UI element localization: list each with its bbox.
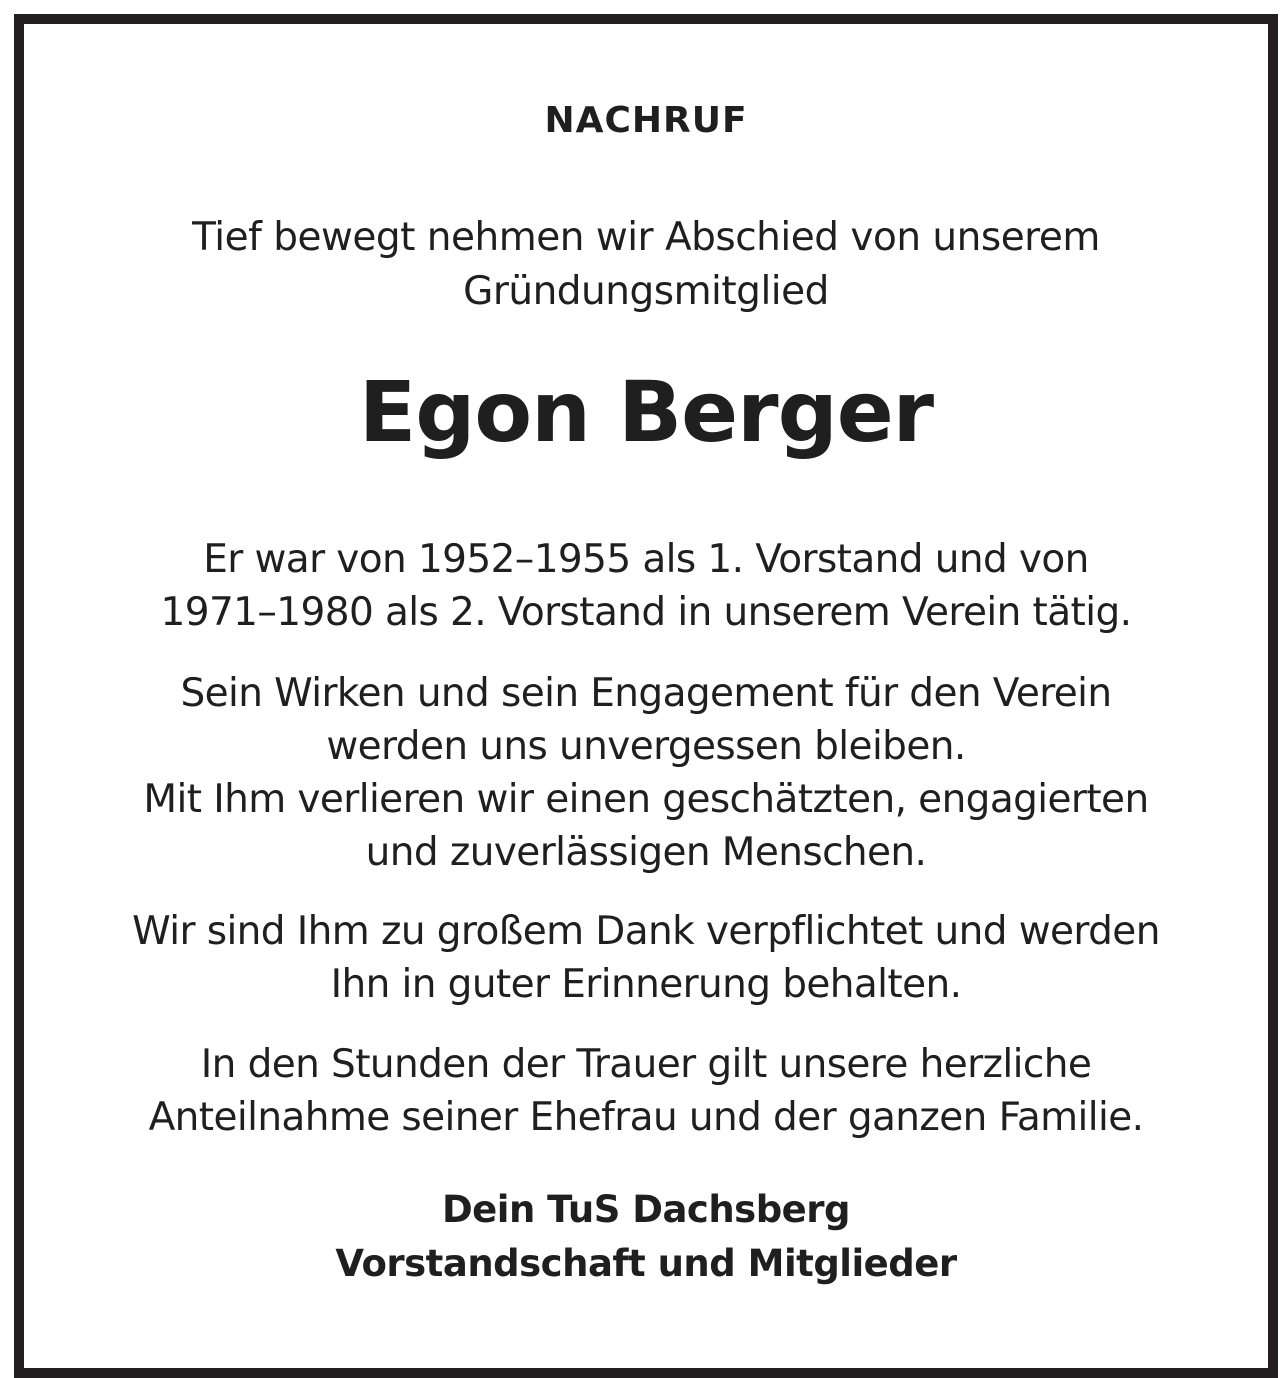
paragraph-line: und zuverlässigen Menschen. (365, 830, 927, 875)
intro-line: Tief bewegt nehmen wir Abschied von unserem (192, 215, 1100, 260)
paragraph-line: Mit Ihm verlieren wir einen geschätzten, engagierten (143, 777, 1149, 822)
signature-line: Dein TuS Dachsberg (441, 1188, 851, 1231)
obituary-heading: NACHRUF (544, 100, 748, 141)
paragraph-line: Er war von 1952–1955 als 1. Vorstand und von (203, 537, 1089, 582)
paragraph-line: werden uns unvergessen bleiben. (326, 724, 966, 769)
paragraph-line: Wir sind Ihm zu großem Dank verpflichtet und werden (132, 909, 1160, 954)
paragraph-tenure (24, 533, 1268, 639)
intro-text (24, 211, 1268, 319)
signature-block (24, 1183, 1268, 1291)
paragraph-gratitude (24, 905, 1268, 1011)
paragraph-line: Ihn in guter Erinnerung behalten. (330, 962, 962, 1007)
signature-line: Vorstandschaft und Mitglieder (335, 1242, 957, 1285)
deceased-name: Egon Berger (358, 363, 934, 461)
paragraph-line: 1971–1980 als 2. Vorstand in unserem Verein tätig. (160, 590, 1132, 635)
paragraph-legacy (24, 667, 1268, 879)
paragraph-line: Anteilnahme seiner Ehefrau und der ganzen Familie. (148, 1095, 1144, 1140)
paragraph-line: In den Stunden der Trauer gilt unsere herzliche (200, 1042, 1092, 1087)
paragraph-condolence (24, 1038, 1268, 1144)
intro-line: Gründungsmitglied (463, 269, 829, 314)
paragraph-line: Sein Wirken und sein Engagement für den Verein (180, 671, 1112, 716)
obituary-frame (14, 14, 1278, 1378)
obituary-content (24, 24, 1268, 1368)
